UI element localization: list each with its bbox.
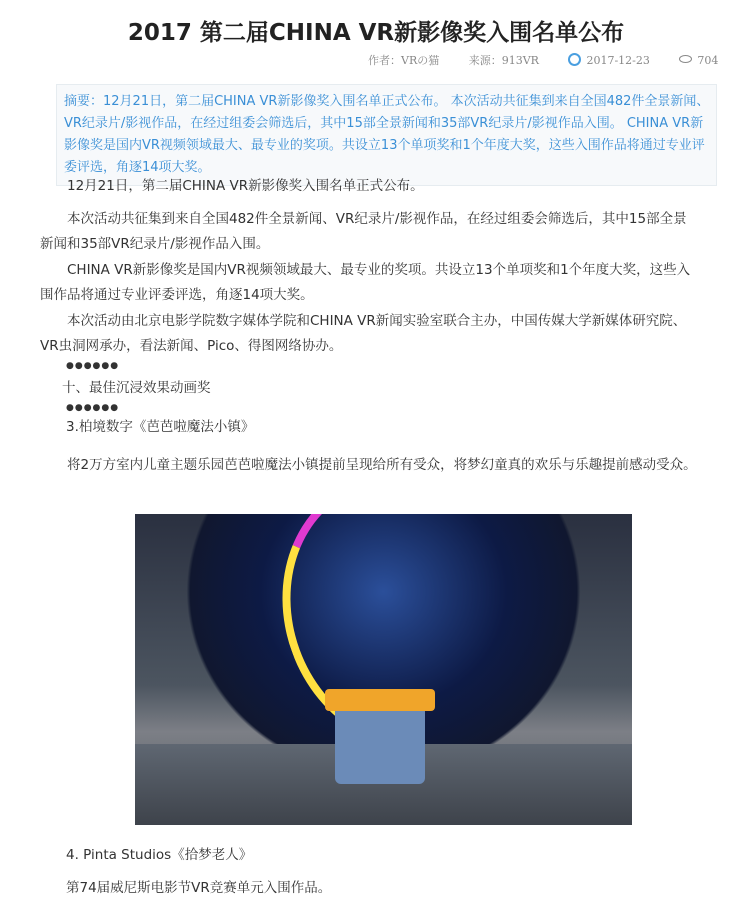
paragraph: 将2万方室内儿童主题乐园芭芭啦魔法小镇提前呈现给所有受众，将梦幻童真的欢乐与乐趣提前感动受众。 bbox=[67, 457, 697, 473]
dots-divider: ●●●●●● bbox=[66, 361, 120, 371]
section-heading: 十、最佳沉浸效果动画奖 bbox=[62, 380, 211, 396]
eye-icon bbox=[679, 55, 692, 63]
author: 作者：VRの猫 bbox=[368, 54, 440, 67]
source: 来源：913VR bbox=[468, 54, 539, 67]
paragraph: 本次活动由北京电影学院数字媒体学院和CHINA VR新闻实验室联合主办，中国传媒大学新媒体研究院、VR虫洞网承办，看法新闻、Pico、得图网络协办。 bbox=[40, 313, 687, 354]
paragraph: CHINA VR新影像奖是国内VR视频领域最大、最专业的奖项。共设立13个单项奖和1个年度大奖，这些入围作品将通过专业评委评选，角逐14项大奖。 bbox=[40, 262, 691, 303]
summary-box: 摘要：12月21日，第二届CHINA VR新影像奖入围名单正式公布。 本次活动共征集到来自全国482件全景新闻、VR纪录片/影视作品，在经过组委会筛选后，其中15部全景新闻和35部VR纪录片/影视作品入围。 CHINA VR新影像奖是国内VR视频领域最大、最专业的奖项。共设立13个单项奖和1个年度大奖，这些入围作品将通过专业评委评选，角逐14项大奖。 bbox=[56, 84, 717, 186]
clock-icon bbox=[568, 53, 581, 66]
dots-divider: ●●●●●● bbox=[66, 403, 120, 413]
paragraph: 本次活动共征集到来自全国482件全景新闻、VR纪录片/影视作品，在经过组委会筛选后，其中15部全景新闻和35部VR纪录片/影视作品入围。 bbox=[40, 211, 687, 252]
article-meta bbox=[368, 52, 744, 68]
item-title: 3.柏境数字《芭芭啦魔法小镇》 bbox=[66, 419, 255, 435]
view-count: 704 bbox=[697, 54, 719, 67]
paragraph: 12月21日，第二届CHINA VR新影像奖入围名单正式公布。 bbox=[67, 178, 424, 194]
article-title: 2017 第二届CHINA VR新影像奖入围名单公布 bbox=[127, 20, 625, 46]
article-image bbox=[135, 514, 632, 825]
date: 2017-12-23 bbox=[586, 54, 650, 67]
paragraph: 第74届威尼斯电影节VR竞赛单元入围作品。 bbox=[66, 880, 332, 896]
item-title: 4. Pinta Studios《拾梦老人》 bbox=[66, 847, 253, 863]
